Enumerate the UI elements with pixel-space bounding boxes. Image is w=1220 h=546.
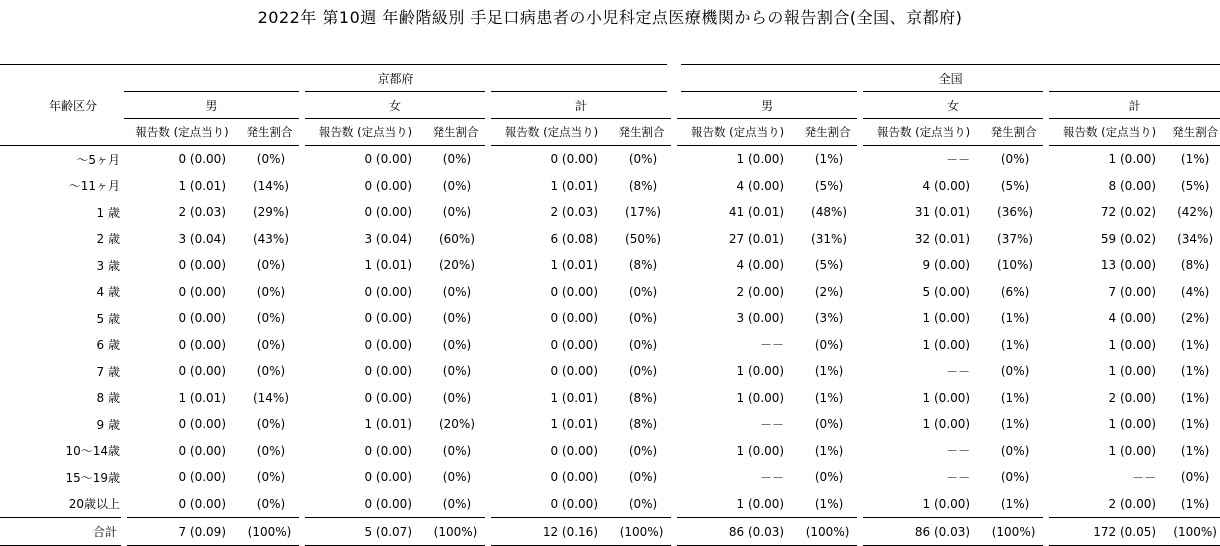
ratio-cell: (42%) [1177,205,1214,220]
age-cell: 15～19歳 [65,470,120,485]
ratio-cell: (0%) [442,205,472,220]
report-cell: 0 (0.00) [550,311,598,326]
report-cell: 86 (0.03) [674,518,798,546]
ratio-cell: (0%) [1000,470,1030,485]
ratio-cell: (0%) [442,311,472,326]
ratio-cell: (5%) [814,258,844,273]
ratio-cell: (0%) [1000,152,1030,167]
sub-header-ratio-national-total: 発生割合 [1170,119,1220,146]
age-cell: 1 歳 [96,205,120,220]
report-cell: 0 (0.00) [178,496,226,511]
report-cell: －－ [760,417,785,432]
sub-header-report-national-female: 報告数 (定点当り) [860,119,984,146]
ratio-cell: (20%) [438,417,476,432]
report-cell: 5 (0.00) [922,284,971,299]
report-cell: 0 (0.00) [364,152,412,167]
report-cell: 1 (0.00) [1108,364,1157,379]
report-cell: 1 (0.00) [922,390,971,405]
sub-header-report-kyoto-total: 報告数 (定点当り) [488,119,612,146]
sub-header-report-kyoto-male: 報告数 (定点当り) [124,119,240,146]
report-cell: －－ [1132,470,1157,485]
report-cell: 0 (0.00) [364,178,412,193]
ratio-cell: (0%) [628,470,658,485]
report-cell: 0 (0.00) [178,443,226,458]
report-cell: 2 (0.00) [736,284,785,299]
age-cell: ～11ヶ月 [68,179,120,194]
age-cell: 20歳以上 [68,497,120,512]
region-header-national: 全国 [674,65,1220,92]
sex-header-national-female: 女 [860,92,1046,119]
ratio-cell: (0%) [442,470,472,485]
ratio-cell: (0%) [442,337,472,352]
ratio-cell: (0%) [256,364,286,379]
ratio-cell: (60%) [438,231,476,246]
report-cell: －－ [946,470,971,485]
ratio-cell: (34%) [1177,231,1214,246]
report-cell: 1 (0.01) [178,390,226,405]
ratio-cell: (0%) [628,443,658,458]
ratio-cell: (0%) [628,152,658,167]
ratio-cell: (0%) [256,311,286,326]
ratio-cell: (0%) [256,443,286,458]
report-cell: 59 (0.02) [1100,231,1157,246]
report-cell: 2 (0.00) [1108,496,1157,511]
report-cell: 0 (0.00) [364,337,412,352]
report-cell: 1 (0.00) [1108,443,1157,458]
report-cell: 1 (0.01) [550,417,598,432]
age-cell: ～5ヶ月 [76,152,120,167]
table-row [0,199,1220,226]
ratio-cell: (43%) [252,231,290,246]
report-cell: 1 (0.00) [736,496,785,511]
report-cell: 3 (0.04) [364,231,412,246]
ratio-cell: (1%) [814,390,844,405]
ratio-cell: (4%) [1180,284,1210,299]
report-cell: 1 (0.00) [1108,337,1157,352]
ratio-cell: (8%) [628,390,658,405]
ratio-cell: (0%) [1000,443,1030,458]
report-cell: －－ [946,152,971,167]
report-cell: 0 (0.00) [550,496,598,511]
report-cell: 1 (0.00) [736,364,785,379]
ratio-cell: (1%) [1180,496,1210,511]
report-cell: 0 (0.00) [178,284,226,299]
ratio-cell: (100%) [426,518,488,546]
ratio-cell: (0%) [628,496,658,511]
sub-header-report-national-total: 報告数 (定点当り) [1046,119,1170,146]
ratio-cell: (0%) [814,337,844,352]
sub-header-report-national-male: 報告数 (定点当り) [674,119,798,146]
ratio-cell: (29%) [252,205,290,220]
report-cell: 1 (0.00) [736,390,785,405]
report-cell: 4 (0.00) [922,178,971,193]
table-row [0,252,1220,279]
ratio-cell: (6%) [1000,284,1030,299]
report-cell: 86 (0.03) [860,518,984,546]
total-label: 合計 [0,518,124,546]
report-cell: －－ [946,364,971,379]
ratio-cell: (100%) [240,518,302,546]
ratio-cell: (0%) [256,152,286,167]
sub-header-ratio-kyoto-male: 発生割合 [240,119,302,146]
report-cell: －－ [760,470,785,485]
table-row [0,173,1220,200]
ratio-cell: (1%) [814,496,844,511]
report-cell: 6 (0.08) [550,231,598,246]
report-cell: 32 (0.01) [914,231,971,246]
table-row [0,305,1220,332]
ratio-cell: (0%) [442,496,472,511]
age-cell: 8 歳 [96,391,120,406]
region-header-kyoto: 京都府 [124,65,674,92]
sex-header-kyoto-male: 男 [124,92,302,119]
sex-header-kyoto-female: 女 [302,92,488,119]
ratio-cell: (100%) [1170,518,1220,546]
ratio-cell: (5%) [1180,178,1210,193]
report-cell: 1 (0.01) [550,390,598,405]
report-cell: 1 (0.00) [922,496,971,511]
ratio-cell: (48%) [811,205,848,220]
ratio-cell: (8%) [628,178,658,193]
ratio-cell: (8%) [1180,258,1210,273]
report-cell: 13 (0.00) [1100,258,1157,273]
ratio-cell: (1%) [814,443,844,458]
ratio-cell: (0%) [442,284,472,299]
table-row [0,279,1220,306]
report-cell: 1 (0.00) [922,337,971,352]
ratio-cell: (0%) [256,337,286,352]
report-cell: 2 (0.00) [1108,390,1157,405]
report-cell: 0 (0.00) [364,443,412,458]
header-row-sex [0,92,1220,119]
report-cell: 0 (0.00) [550,337,598,352]
report-cell: 9 (0.00) [922,258,971,273]
ratio-cell: (8%) [628,417,658,432]
age-header: 年齢区分 [0,65,124,146]
ratio-cell: (1%) [814,152,844,167]
ratio-cell: (1%) [1180,390,1210,405]
ratio-cell: (50%) [625,231,662,246]
sex-header-national-male: 男 [674,92,860,119]
header-row-region [0,65,1220,92]
sex-header-kyoto-total: 計 [488,92,674,119]
ratio-cell: (1%) [1000,311,1030,326]
ratio-cell: (17%) [625,205,662,220]
report-cell: 1 (0.00) [922,311,971,326]
report-cell: 0 (0.00) [364,284,412,299]
table-row [0,146,1220,173]
table-row [0,438,1220,465]
ratio-cell: (0%) [628,337,658,352]
report-cell: 31 (0.01) [914,205,971,220]
ratio-cell: (1%) [1180,364,1210,379]
age-cell: 6 歳 [96,338,120,353]
sub-header-ratio-national-female: 発生割合 [984,119,1046,146]
report-cell: 1 (0.00) [736,443,785,458]
ratio-cell: (1%) [1180,417,1210,432]
age-cell: 10～14歳 [65,444,120,459]
ratio-cell: (0%) [628,364,658,379]
ratio-cell: (100%) [798,518,860,546]
ratio-cell: (1%) [1000,496,1030,511]
ratio-cell: (0%) [256,496,286,511]
table-row [0,464,1220,491]
ratio-cell: (1%) [1000,390,1030,405]
report-cell: －－ [946,444,971,459]
report-cell: －－ [760,338,785,353]
report-table [0,64,1220,546]
report-cell: 0 (0.00) [364,390,412,405]
report-cell: 172 (0.05) [1046,518,1170,546]
ratio-cell: (31%) [811,231,848,246]
ratio-cell: (1%) [1180,337,1210,352]
ratio-cell: (14%) [252,178,290,193]
ratio-cell: (0%) [256,417,286,432]
ratio-cell: (1%) [1180,443,1210,458]
age-cell: 5 歳 [96,311,120,326]
report-cell: 0 (0.00) [178,258,226,273]
ratio-cell: (0%) [442,364,472,379]
age-cell: 3 歳 [96,258,120,273]
report-cell: 12 (0.16) [488,518,612,546]
ratio-cell: (20%) [438,258,476,273]
report-cell: 1 (0.01) [550,258,598,273]
ratio-cell: (100%) [612,518,674,546]
ratio-cell: (0%) [1000,364,1030,379]
ratio-cell: (8%) [628,258,658,273]
sub-header-ratio-kyoto-female: 発生割合 [426,119,488,146]
age-cell: 4 歳 [96,285,120,300]
report-cell: 0 (0.00) [178,417,226,432]
report-cell: 4 (0.00) [736,258,785,273]
report-cell: 0 (0.00) [550,443,598,458]
ratio-cell: (1%) [1000,417,1030,432]
ratio-cell: (0%) [814,417,844,432]
report-cell: 0 (0.00) [178,470,226,485]
ratio-cell: (2%) [1180,311,1210,326]
age-cell: 2 歳 [96,232,120,247]
report-cell: 1 (0.00) [1108,417,1157,432]
report-cell: 0 (0.00) [550,284,598,299]
sub-header-ratio-national-male: 発生割合 [798,119,860,146]
report-cell: 8 (0.00) [1108,178,1157,193]
report-cell: 0 (0.00) [178,364,226,379]
ratio-cell: (5%) [814,178,844,193]
ratio-cell: (1%) [814,364,844,379]
ratio-cell: (36%) [997,205,1034,220]
report-cell: 3 (0.00) [736,311,785,326]
sex-header-national-total: 計 [1046,92,1220,119]
report-cell: 0 (0.00) [550,364,598,379]
ratio-cell: (0%) [256,470,286,485]
report-cell: 7 (0.09) [124,518,240,546]
report-cell: 3 (0.04) [178,231,226,246]
ratio-cell: (3%) [814,311,844,326]
age-cell: 7 歳 [96,364,120,379]
ratio-cell: (0%) [814,470,844,485]
table-body [0,65,1220,546]
ratio-cell: (2%) [814,284,844,299]
page-title: 2022年 第10週 年齢階級別 手足口病患者の小児科定点医療機関からの報告割合(全国、京都府) [257,8,963,27]
ratio-cell: (0%) [442,152,472,167]
report-cell: 0 (0.00) [178,152,226,167]
total-row [0,518,1220,546]
ratio-cell: (0%) [442,178,472,193]
report-cell: 0 (0.00) [364,470,412,485]
ratio-cell: (0%) [442,443,472,458]
report-cell: 0 (0.00) [364,496,412,511]
report-cell: 2 (0.03) [178,205,226,220]
report-cell: 1 (0.00) [922,417,971,432]
age-cell: 9 歳 [96,417,120,432]
table-row [0,491,1220,518]
sub-header-report-kyoto-female: 報告数 (定点当り) [302,119,426,146]
ratio-cell: (14%) [252,390,290,405]
report-cell: 0 (0.00) [550,152,598,167]
report-cell: 1 (0.01) [364,417,412,432]
table-row [0,411,1220,438]
table-row [0,226,1220,253]
sub-header-ratio-kyoto-total: 発生割合 [612,119,674,146]
table-row [0,358,1220,385]
report-cell: 0 (0.00) [364,364,412,379]
report-cell: 1 (0.01) [178,178,226,193]
ratio-cell: (1%) [1180,152,1210,167]
ratio-cell: (10%) [997,258,1034,273]
ratio-cell: (0%) [256,284,286,299]
report-cell: 1 (0.00) [1108,152,1157,167]
report-cell: 72 (0.02) [1100,205,1157,220]
ratio-cell: (0%) [628,311,658,326]
report-cell: 0 (0.00) [364,311,412,326]
header-row-sub [0,119,1220,146]
report-cell: 1 (0.01) [364,258,412,273]
ratio-cell: (37%) [997,231,1034,246]
ratio-cell: (0%) [442,390,472,405]
report-cell: 27 (0.01) [728,231,785,246]
report-cell: 5 (0.07) [302,518,426,546]
ratio-cell: (0%) [1180,470,1210,485]
report-cell: 0 (0.00) [550,470,598,485]
report-cell: 0 (0.00) [364,205,412,220]
report-cell: 2 (0.03) [550,205,598,220]
table-row [0,385,1220,412]
ratio-cell: (0%) [256,258,286,273]
ratio-cell: (0%) [628,284,658,299]
report-cell: 4 (0.00) [736,178,785,193]
ratio-cell: (1%) [1000,337,1030,352]
report-cell: 4 (0.00) [1108,311,1157,326]
ratio-cell: (100%) [984,518,1046,546]
report-cell: 0 (0.00) [178,337,226,352]
report-cell: 7 (0.00) [1108,284,1157,299]
report-cell: 0 (0.00) [178,311,226,326]
ratio-cell: (5%) [1000,178,1030,193]
report-cell: 1 (0.00) [736,152,785,167]
table-row [0,332,1220,359]
report-cell: 1 (0.01) [550,178,598,193]
report-cell: 41 (0.01) [728,205,785,220]
